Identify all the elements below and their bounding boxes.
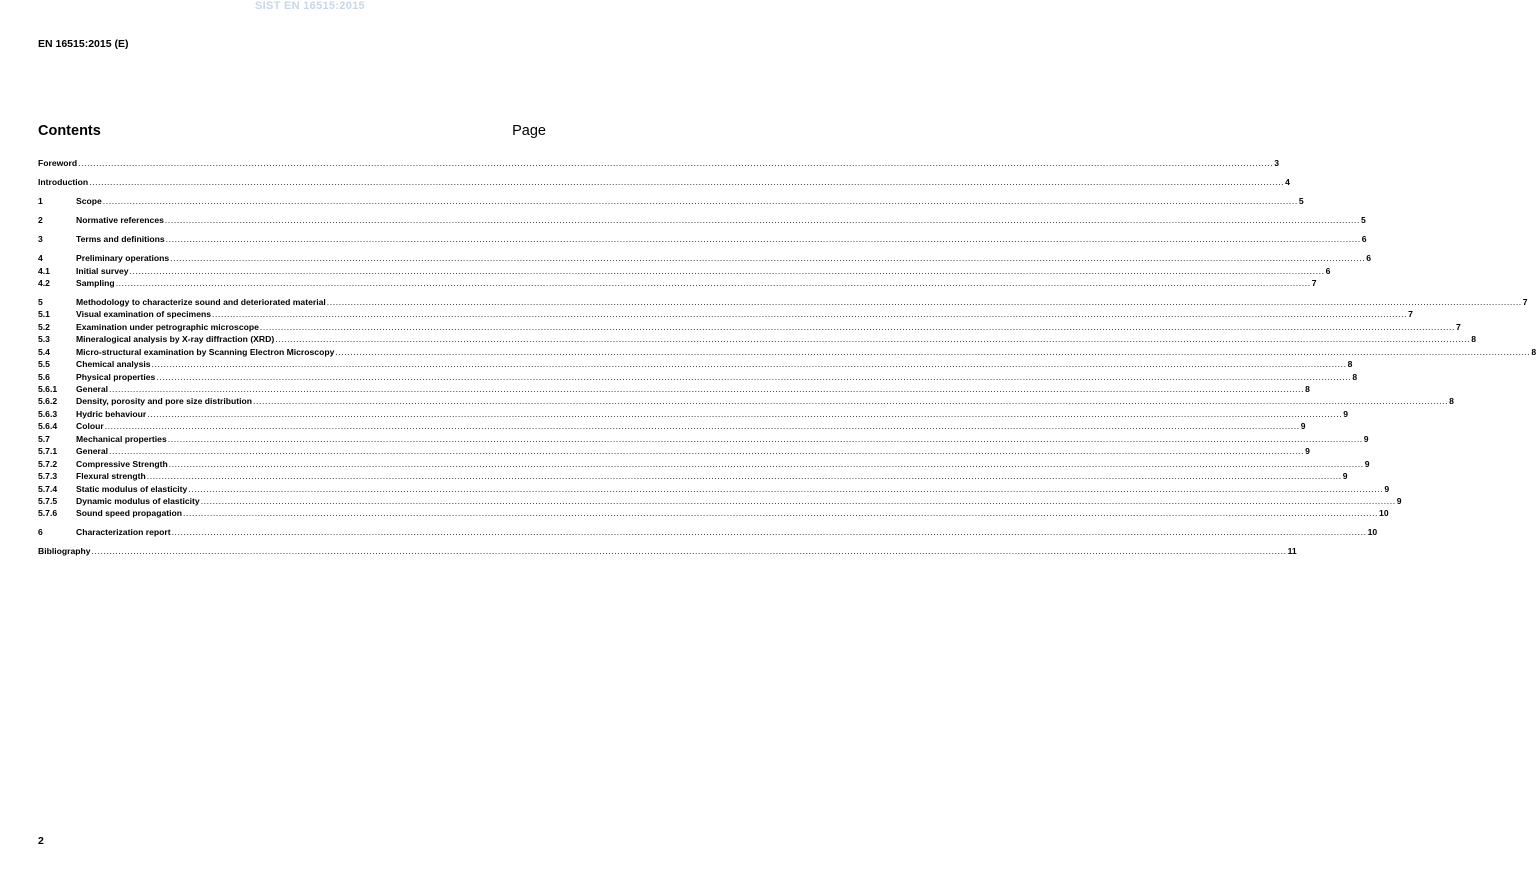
toc-entry-title: Visual examination of specimens (76, 309, 212, 320)
toc-entry[interactable] (38, 320, 1461, 332)
toc-dot-leader: ................................................................................................................................................................................................................................................................................................................................................................................................................ (200, 495, 1396, 506)
toc-dot-leader: ................................................................................................................................................................................................................................................................................................................................................................................................................ (335, 346, 1531, 357)
toc-entry-title: Preliminary operations (76, 253, 170, 264)
toc-entry[interactable] (38, 176, 1290, 188)
page-column-label: Page (512, 123, 546, 139)
toc-entry-title: Initial survey (76, 265, 129, 276)
toc-entry-title: Introduction (38, 177, 89, 188)
toc-entry-page: 5 (1360, 215, 1366, 226)
toc-entry-number: 6 (38, 527, 43, 538)
toc-entry-title: Static modulus of elasticity (76, 483, 188, 494)
toc-entry-number: 5.6.1 (38, 384, 58, 394)
toc-entry-number: 5.2 (38, 321, 50, 332)
toc-entry-title: Normative references (76, 215, 164, 226)
toc-entry-page: 8 (1449, 396, 1454, 407)
toc-entry-title: Mineralogical analysis by X-ray diffraction (XRD) (76, 334, 275, 345)
watermark: SIST EN 16515:2015 (255, 0, 365, 12)
toc-dot-leader: ................................................................................................................................................................................................................................................................................................................................................................................................................ (170, 253, 1366, 264)
toc-entry[interactable] (38, 370, 1358, 382)
toc-entry-title: Compressive Strength (76, 458, 168, 469)
toc-entry-page: 10 (1367, 527, 1378, 538)
toc-entry[interactable] (38, 407, 1349, 419)
toc-entry-number: 4.1 (38, 265, 50, 276)
toc-entry-title: Bibliography (38, 546, 91, 557)
toc-dot-leader: ................................................................................................................................................................................................................................................................................................................................................................................................................ (168, 458, 1364, 469)
toc-entry-title: Methodology to characterize sound and deteriorated material (76, 296, 326, 307)
toc-entry[interactable] (38, 383, 1310, 395)
toc-entry-title: Chemical analysis (76, 359, 151, 370)
toc-dot-leader: ................................................................................................................................................................................................................................................................................................................................................................................................................ (102, 196, 1298, 207)
toc-dot-leader: ................................................................................................................................................................................................................................................................................................................................................................................................................ (188, 483, 1384, 494)
toc-entry-title: Terms and definitions (76, 234, 165, 245)
toc-entry-number: 3 (38, 234, 43, 245)
toc-entry[interactable] (38, 308, 1413, 320)
toc-dot-leader: ................................................................................................................................................................................................................................................................................................................................................................................................................ (167, 433, 1363, 444)
toc-dot-leader: ................................................................................................................................................................................................................................................................................................................................................................................................................ (146, 471, 1342, 482)
toc-entry-title: Dynamic modulus of elasticity (76, 495, 200, 506)
toc-entry-page: 9 (1363, 433, 1369, 444)
toc-entry-page: 9 (1384, 483, 1390, 494)
toc-entry-title: Micro-structural examination by Scanning Electron Microscopy (76, 346, 335, 357)
toc-entry[interactable] (38, 233, 1367, 245)
toc-dot-leader: ................................................................................................................................................................................................................................................................................................................................................................................................................ (78, 158, 1274, 169)
toc-dot-leader: ................................................................................................................................................................................................................................................................................................................................................................................................................ (253, 396, 1449, 407)
toc-entry-number: 5.3 (38, 334, 50, 345)
toc-entry-title: Sound speed propagation (76, 508, 182, 519)
toc-entry[interactable] (38, 495, 1402, 507)
toc-entry-page: 5 (1298, 196, 1304, 207)
toc-entry-number: 1 (38, 196, 43, 207)
document-id: EN 16515:2015 (E) (38, 38, 129, 50)
toc-entry-title: Physical properties (76, 371, 156, 382)
toc-entry[interactable] (38, 264, 1331, 276)
toc-entry[interactable] (38, 445, 1310, 457)
toc-entry[interactable] (38, 296, 1528, 308)
toc-dot-leader: ................................................................................................................................................................................................................................................................................................................................................................................................................ (164, 215, 1360, 226)
toc-dot-leader: ................................................................................................................................................................................................................................................................................................................................................................................................................ (104, 421, 1300, 432)
toc-entry-title: Scope (76, 196, 102, 207)
toc-entry-number: 5.7.4 (38, 483, 58, 494)
toc-entry-number: 5.7.1 (38, 446, 58, 457)
toc-entry[interactable] (38, 457, 1370, 469)
toc-entry-title: General (76, 446, 109, 457)
toc-entry-title: Foreword (38, 158, 78, 169)
toc-entry-title: Characterization report (76, 527, 171, 538)
toc-entry[interactable] (38, 157, 1279, 169)
toc-entry-title: Flexural strength (76, 471, 146, 482)
toc-dot-leader: ................................................................................................................................................................................................................................................................................................................................................................................................................ (183, 508, 1379, 519)
toc-entry-title: Colour (76, 421, 104, 432)
toc-entry-page: 7 (1455, 321, 1461, 332)
toc-entry-page: 8 (1531, 346, 1536, 357)
page-number: 2 (38, 835, 44, 847)
toc-dot-leader: ................................................................................................................................................................................................................................................................................................................................................................................................................ (115, 278, 1311, 288)
toc-entry-page: 10 (1379, 508, 1389, 519)
toc-entry[interactable] (38, 432, 1369, 444)
toc-dot-leader: ................................................................................................................................................................................................................................................................................................................................................................................................................ (91, 546, 1287, 557)
toc-dot-leader: ................................................................................................................................................................................................................................................................................................................................................................................................................ (326, 296, 1522, 307)
toc-entry-page: 8 (1471, 334, 1477, 345)
toc-entry-number: 5.7.6 (38, 508, 58, 519)
toc-dot-leader: ................................................................................................................................................................................................................................................................................................................................................................................................................ (129, 265, 1325, 276)
toc-entry-number: 5.5 (38, 359, 50, 370)
toc-entry-number: 4 (38, 253, 43, 264)
toc-entry-page: 6 (1325, 265, 1331, 276)
toc-entry-number: 2 (38, 215, 43, 226)
toc-dot-leader: ................................................................................................................................................................................................................................................................................................................................................................................................................ (156, 371, 1352, 382)
toc-entry-number: 5.6.2 (38, 396, 58, 407)
toc-entry[interactable] (38, 345, 1536, 357)
toc-entry-page: 9 (1396, 495, 1402, 506)
toc-entry[interactable] (38, 545, 1297, 557)
toc-entry-number: 5.7.2 (38, 458, 58, 469)
toc-entry-number: 5.6.3 (38, 408, 58, 419)
toc-entry-number: 4.2 (38, 278, 50, 288)
toc-dot-leader: ................................................................................................................................................................................................................................................................................................................................................................................................................ (275, 334, 1471, 345)
toc-entry[interactable] (38, 333, 1477, 345)
toc-entry-page: 8 (1305, 384, 1310, 394)
table-of-contents (38, 157, 1536, 557)
toc-entry-number: 5.4 (38, 346, 50, 357)
toc-dot-leader: ................................................................................................................................................................................................................................................................................................................................................................................................................ (212, 309, 1408, 320)
toc-entry-page: 11 (1287, 546, 1297, 557)
toc-entry[interactable] (38, 470, 1348, 482)
toc-entry-title: Density, porosity and pore size distribution (76, 396, 253, 407)
toc-entry[interactable] (38, 507, 1389, 519)
toc-entry-page: 9 (1300, 421, 1306, 432)
toc-entry-title: Sampling (76, 278, 115, 288)
toc-entry[interactable] (38, 277, 1317, 289)
toc-entry[interactable] (38, 395, 1454, 407)
toc-dot-leader: ................................................................................................................................................................................................................................................................................................................................................................................................................ (89, 177, 1285, 188)
toc-entry-page: 7 (1408, 309, 1413, 320)
toc-dot-leader: ................................................................................................................................................................................................................................................................................................................................................................................................................ (259, 321, 1455, 332)
toc-entry-page: 9 (1364, 458, 1370, 469)
toc-dot-leader: ................................................................................................................................................................................................................................................................................................................................................................................................................ (165, 234, 1361, 245)
toc-entry-page: 9 (1342, 471, 1348, 482)
toc-entry[interactable] (38, 252, 1371, 264)
toc-entry-page: 8 (1347, 359, 1353, 370)
toc-dot-leader: ................................................................................................................................................................................................................................................................................................................................................................................................................ (109, 446, 1305, 457)
toc-entry[interactable] (38, 526, 1378, 538)
toc-entry-number: 5.6 (38, 371, 50, 382)
toc-entry-page: 6 (1366, 253, 1371, 264)
toc-entry[interactable] (38, 420, 1306, 432)
toc-entry[interactable] (38, 214, 1366, 226)
toc-entry[interactable] (38, 358, 1353, 370)
toc-dot-leader: ................................................................................................................................................................................................................................................................................................................................................................................................................ (109, 384, 1305, 394)
toc-entry-number: 5 (38, 296, 43, 307)
toc-dot-leader: ................................................................................................................................................................................................................................................................................................................................................................................................................ (147, 408, 1343, 419)
toc-entry-number: 5.7 (38, 433, 50, 444)
toc-dot-leader: ................................................................................................................................................................................................................................................................................................................................................................................................................ (171, 527, 1367, 538)
toc-entry-number: 5.1 (38, 309, 50, 320)
toc-entry-title: Hydric behaviour (76, 408, 147, 419)
toc-entry-title: Mechanical properties (76, 433, 167, 444)
toc-entry-page: 7 (1311, 278, 1317, 288)
toc-entry-page: 8 (1352, 371, 1358, 382)
toc-entry[interactable] (38, 482, 1390, 494)
toc-entry-number: 5.7.5 (38, 495, 58, 506)
toc-entry-number: 5.6.4 (38, 421, 58, 432)
toc-entry-number: 5.7.3 (38, 471, 58, 482)
toc-entry-page: 4 (1285, 177, 1290, 188)
toc-entry[interactable] (38, 195, 1304, 207)
toc-entry-page: 3 (1274, 158, 1279, 169)
contents-heading: Contents (38, 123, 101, 139)
toc-dot-leader: ................................................................................................................................................................................................................................................................................................................................................................................................................ (151, 359, 1347, 370)
toc-entry-title: General (76, 384, 109, 394)
toc-entry-page: 7 (1522, 296, 1528, 307)
toc-entry-page: 9 (1305, 446, 1310, 457)
toc-entry-title: Examination under petrographic microscope (76, 321, 259, 332)
toc-entry-page: 6 (1361, 234, 1367, 245)
toc-entry-page: 9 (1343, 408, 1349, 419)
